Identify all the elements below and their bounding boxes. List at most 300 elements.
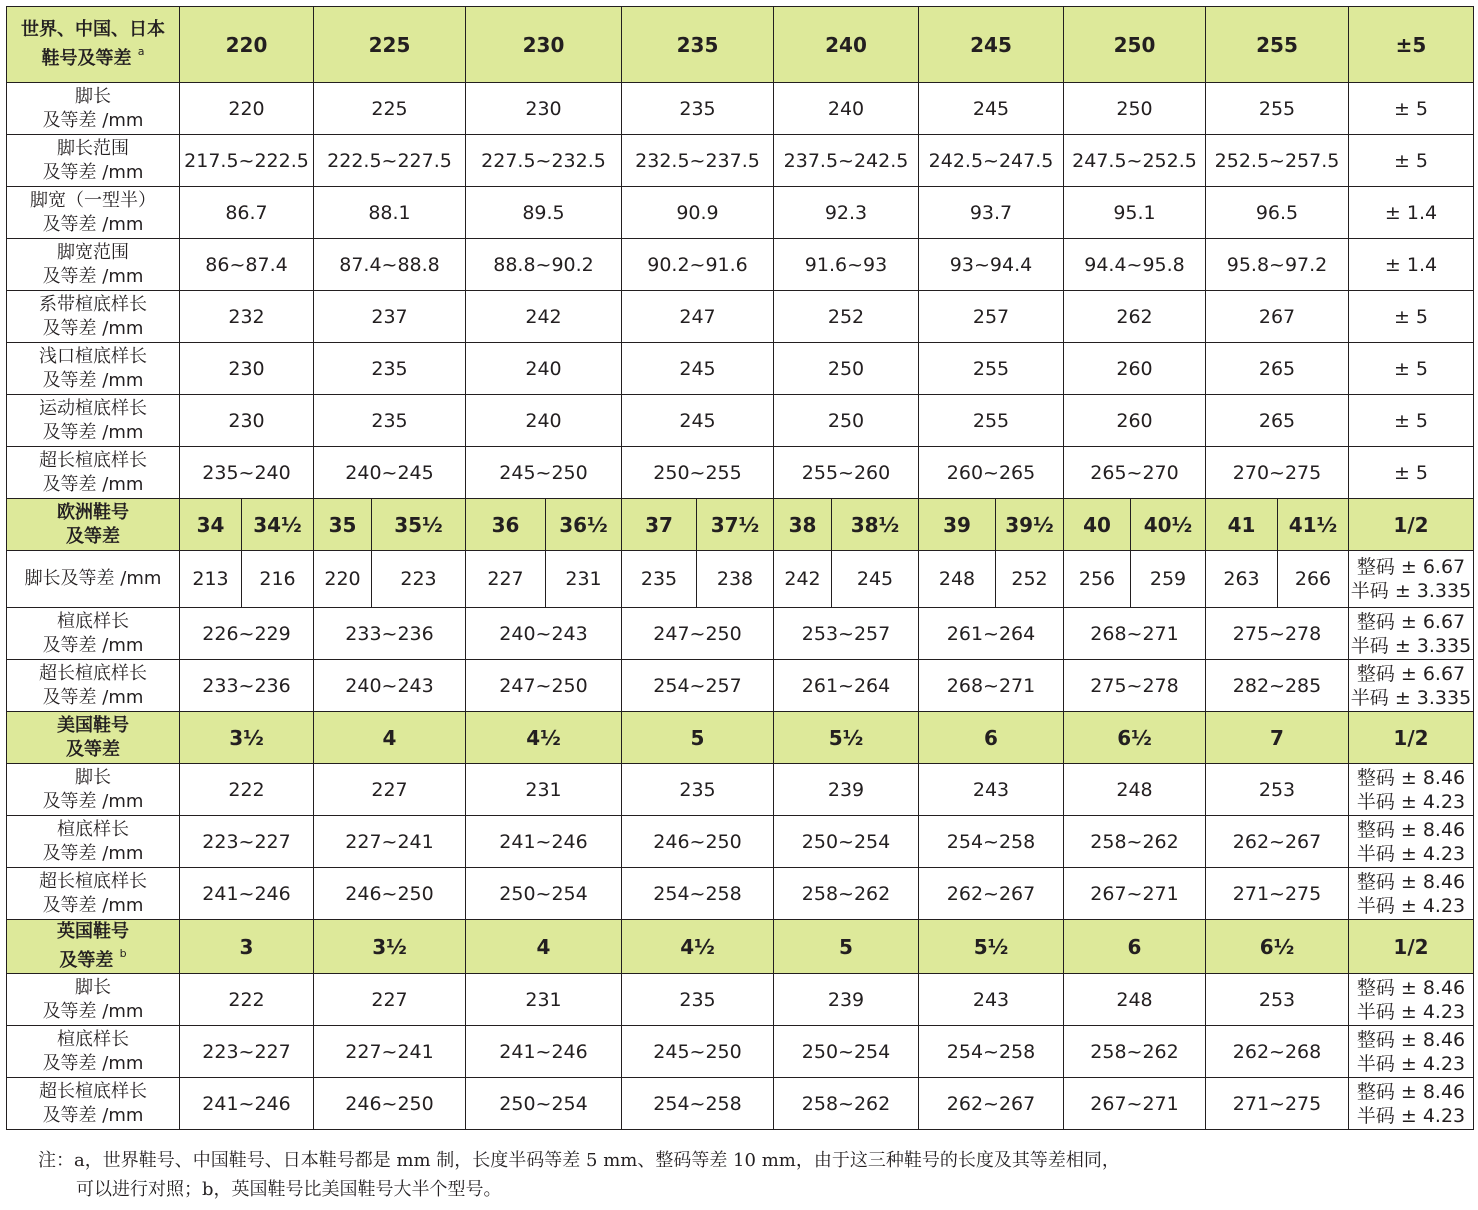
value-cell: 247~250 [622, 608, 774, 660]
value-cell: 227~241 [314, 1026, 466, 1078]
value-cell: 253 [1206, 974, 1349, 1026]
value-cell: 92.3 [774, 187, 919, 239]
row-label [7, 447, 180, 499]
row-label-line: 脚长及等差 /mm [24, 568, 162, 589]
row-label-line: 及等差 /mm [42, 213, 144, 235]
tolerance-cell [1349, 868, 1474, 920]
row-label-line: 及等差 /mm [42, 317, 144, 339]
value-cell: 240 [774, 83, 919, 135]
row-label-line: 及等差 /mm [42, 842, 144, 864]
value-cell: 227~241 [314, 816, 466, 868]
value-cell: 239 [774, 974, 919, 1026]
row-label-line: 及等差 /mm [42, 1104, 144, 1126]
us-size-header-row-label-text: 及等差 [66, 738, 120, 760]
value-cell: 89.5 [466, 187, 622, 239]
eu-size-row [7, 608, 1474, 660]
value-cell: 223 [372, 551, 466, 608]
value-cell: 258~262 [774, 1078, 919, 1130]
row-label-line: 运动楦底样长 [39, 397, 147, 419]
tolerance-cell-line: 整码 ± 8.46 [1356, 976, 1466, 999]
size-header-cell: 38 [774, 499, 832, 551]
value-cell: 232.5~237.5 [622, 135, 774, 187]
value-cell: 223~227 [180, 816, 314, 868]
value-cell: 260~265 [919, 447, 1064, 499]
value-cell: 94.4~95.8 [1064, 239, 1206, 291]
row-label-line: 脚长 [75, 85, 111, 107]
value-cell: 88.1 [314, 187, 466, 239]
us-size-header-row-label-line: 美国鞋号 [57, 714, 129, 736]
value-cell: 241~246 [466, 816, 622, 868]
size-header-cell: 6 [1064, 920, 1206, 974]
world-size-header-row [7, 7, 1474, 83]
value-cell: 220 [314, 551, 372, 608]
tolerance-cell [1349, 551, 1474, 608]
value-cell: 245 [919, 83, 1064, 135]
value-cell: 93~94.4 [919, 239, 1064, 291]
footnote-line-2: 可以进行对照；b，英国鞋号比美国鞋号大半个型号。 [76, 1179, 502, 1200]
size-header-cell: 37½ [697, 499, 774, 551]
value-cell: 250~255 [622, 447, 774, 499]
us-size-header-row-label-line [7, 738, 179, 762]
tolerance-cell-line: 半码 ± 4.23 [1356, 842, 1466, 865]
footnote [38, 1146, 1458, 1204]
row-label-line: 及等差 /mm [42, 109, 144, 131]
size-header-cell: 37 [622, 499, 697, 551]
value-cell: 247.5~252.5 [1064, 135, 1206, 187]
row-label-line: 楦底样长 [57, 818, 129, 840]
value-cell: 233~236 [314, 608, 466, 660]
value-cell: 253 [1206, 764, 1349, 816]
value-cell: 87.4~88.8 [314, 239, 466, 291]
row-label-line: 脚长范围 [57, 137, 129, 159]
value-cell: 86.7 [180, 187, 314, 239]
row-label-line: 楦底样长 [57, 1028, 129, 1050]
row-label [7, 83, 180, 135]
tolerance-cell-line: 半码 ± 4.23 [1356, 1000, 1466, 1023]
row-label-line: 超长楦底样长 [39, 870, 147, 892]
value-cell: 240~243 [314, 660, 466, 712]
value-cell: 248 [1064, 974, 1206, 1026]
eu-size-row [7, 551, 1474, 608]
value-cell: 271~275 [1206, 868, 1349, 920]
value-cell: 235 [622, 551, 697, 608]
size-header-cell: 255 [1206, 7, 1349, 83]
us-size-header-row-label [7, 712, 180, 764]
size-header-cell: 5 [774, 920, 919, 974]
value-cell: 241~246 [180, 1078, 314, 1130]
tolerance-cell-line: ± 5 [1393, 357, 1429, 380]
tolerance-cell-line: 半码 ± 4.23 [1356, 1052, 1466, 1075]
value-cell: 255~260 [774, 447, 919, 499]
size-header-cell: 39½ [996, 499, 1064, 551]
value-cell: 246~250 [314, 868, 466, 920]
value-cell: 246~250 [622, 816, 774, 868]
size-header-cell: 6 [919, 712, 1064, 764]
value-cell: 265~270 [1064, 447, 1206, 499]
tolerance-cell-line: 整码 ± 6.67 [1356, 662, 1466, 685]
tolerance-cell-line: 半码 ± 4.23 [1356, 1104, 1466, 1127]
size-header-cell: 36½ [546, 499, 622, 551]
size-header-cell: 5½ [919, 920, 1064, 974]
value-cell: 258~262 [774, 868, 919, 920]
value-cell: 259 [1131, 551, 1206, 608]
value-cell: 90.2~91.6 [622, 239, 774, 291]
value-cell: 226~229 [180, 608, 314, 660]
tolerance-cell [1349, 1078, 1474, 1130]
row-label-line: 脚宽范围 [57, 241, 129, 263]
value-cell: 222.5~227.5 [314, 135, 466, 187]
row-label [7, 135, 180, 187]
row-label-line: 超长楦底样长 [39, 1080, 147, 1102]
value-cell: 231 [546, 551, 622, 608]
row-label-line: 及等差 /mm [42, 369, 144, 391]
eu-size-header-row-label-text: 及等差 [66, 525, 120, 547]
tolerance-cell-line: 半码 ± 4.23 [1356, 894, 1466, 917]
value-cell: 261~264 [919, 608, 1064, 660]
tolerance-cell [1349, 83, 1474, 135]
world-size-row [7, 135, 1474, 187]
value-cell: 220 [180, 83, 314, 135]
value-cell: 242.5~247.5 [919, 135, 1064, 187]
tolerance-cell [1349, 447, 1474, 499]
row-label-line: 超长楦底样长 [39, 662, 147, 684]
value-cell: 267 [1206, 291, 1349, 343]
row-label-line: 及等差 /mm [42, 473, 144, 495]
value-cell: 242 [774, 551, 832, 608]
value-cell: 275~278 [1206, 608, 1349, 660]
value-cell: 235 [622, 974, 774, 1026]
tolerance-cell-line: ± 1.4 [1384, 201, 1438, 224]
value-cell: 262~267 [919, 1078, 1064, 1130]
value-cell: 268~271 [919, 660, 1064, 712]
value-cell: 233~236 [180, 660, 314, 712]
value-cell: 235 [622, 83, 774, 135]
value-cell: 242 [466, 291, 622, 343]
value-cell: 252.5~257.5 [1206, 135, 1349, 187]
uk-size-header-row-label-line [7, 944, 179, 973]
value-cell: 254~258 [622, 1078, 774, 1130]
row-label-line: 及等差 /mm [42, 790, 144, 812]
value-cell: 239 [774, 764, 919, 816]
value-cell: 268~271 [1064, 608, 1206, 660]
row-label-line: 及等差 /mm [42, 421, 144, 443]
value-cell: 262 [1064, 291, 1206, 343]
row-label [7, 343, 180, 395]
size-header-cell: 230 [466, 7, 622, 83]
value-cell: 227 [314, 974, 466, 1026]
value-cell: 250 [774, 395, 919, 447]
value-cell: 231 [466, 764, 622, 816]
row-label [7, 551, 180, 608]
size-header-cell: 34½ [242, 499, 314, 551]
tolerance-cell-line: ± 1.4 [1384, 253, 1438, 276]
world-size-row [7, 395, 1474, 447]
tolerance-cell-line: ± 5 [1393, 461, 1429, 484]
world-size-row [7, 447, 1474, 499]
value-cell: 222 [180, 974, 314, 1026]
size-header-cell: 3 [180, 920, 314, 974]
value-cell: 245~250 [466, 447, 622, 499]
value-cell: 95.1 [1064, 187, 1206, 239]
value-cell: 216 [242, 551, 314, 608]
row-label [7, 974, 180, 1026]
row-label [7, 239, 180, 291]
value-cell: 267~271 [1064, 1078, 1206, 1130]
eu-size-header-row [7, 499, 1474, 551]
world-size-header-row-label-line: 世界、中国、日本 [21, 19, 165, 40]
tolerance-cell-line: 半码 ± 3.335 [1350, 634, 1472, 657]
tolerance-cell-line: 整码 ± 8.46 [1356, 766, 1466, 789]
value-cell: 265 [1206, 395, 1349, 447]
tolerance-cell [1349, 291, 1474, 343]
row-label-line: 及等差 /mm [42, 634, 144, 656]
tolerance-cell [1349, 974, 1474, 1026]
size-header-cell: 39 [919, 499, 996, 551]
value-cell: 213 [180, 551, 242, 608]
value-cell: 86~87.4 [180, 239, 314, 291]
row-label [7, 660, 180, 712]
value-cell: 253~257 [774, 608, 919, 660]
footnote-marker: b [119, 947, 127, 960]
value-cell: 243 [919, 764, 1064, 816]
us-size-row [7, 764, 1474, 816]
world-size-header-row-label-line [7, 42, 179, 71]
tolerance-cell-line: ± 5 [1393, 305, 1429, 328]
value-cell: 227 [314, 764, 466, 816]
value-cell: 240 [466, 343, 622, 395]
us-size-row [7, 816, 1474, 868]
value-cell: 91.6~93 [774, 239, 919, 291]
tolerance-cell-line: 半码 ± 3.335 [1350, 580, 1472, 602]
eu-size-header-row-label [7, 499, 180, 551]
value-cell: 88.8~90.2 [466, 239, 622, 291]
value-cell: 247~250 [466, 660, 622, 712]
size-header-cell: 35½ [372, 499, 466, 551]
tolerance-cell [1349, 608, 1474, 660]
footnote-line-1: 注：a，世界鞋号、中国鞋号、日本鞋号都是 mm 制，长度半码等差 5 mm、整码等差 10 mm，由于这三种鞋号的长度及其等差相同， [38, 1150, 1120, 1171]
value-cell: 230 [180, 343, 314, 395]
value-cell: 254~257 [622, 660, 774, 712]
value-cell: 235 [314, 395, 466, 447]
value-cell: 265 [1206, 343, 1349, 395]
tolerance-cell [1349, 395, 1474, 447]
tolerance-cell [1349, 816, 1474, 868]
value-cell: 250 [1064, 83, 1206, 135]
value-cell: 243 [919, 974, 1064, 1026]
value-cell: 235 [314, 343, 466, 395]
value-cell: 250~254 [774, 1026, 919, 1078]
value-cell: 252 [996, 551, 1064, 608]
value-cell: 225 [314, 83, 466, 135]
value-cell: 267~271 [1064, 868, 1206, 920]
uk-size-row [7, 1026, 1474, 1078]
value-cell: 240~245 [314, 447, 466, 499]
row-label-line: 及等差 /mm [42, 894, 144, 916]
value-cell: 254~258 [919, 816, 1064, 868]
size-header-cell: 6½ [1206, 920, 1349, 974]
tolerance-header-cell: 1/2 [1349, 920, 1474, 974]
value-cell: 263 [1206, 551, 1278, 608]
row-label-line: 及等差 /mm [42, 1000, 144, 1022]
tolerance-header-cell: ±5 [1349, 7, 1474, 83]
size-header-cell: 250 [1064, 7, 1206, 83]
size-header-cell: 5½ [774, 712, 919, 764]
size-header-cell: 41½ [1278, 499, 1349, 551]
tolerance-cell-line: 半码 ± 3.335 [1350, 686, 1472, 709]
tolerance-cell-line: 整码 ± 8.46 [1356, 870, 1466, 893]
value-cell: 271~275 [1206, 1078, 1349, 1130]
value-cell: 258~262 [1064, 816, 1206, 868]
value-cell: 231 [466, 974, 622, 1026]
tolerance-cell-line: ± 5 [1393, 409, 1429, 432]
tolerance-header-cell: 1/2 [1349, 712, 1474, 764]
size-header-cell: 5 [622, 712, 774, 764]
value-cell: 222 [180, 764, 314, 816]
uk-size-header-row-label-line: 英国鞋号 [57, 921, 129, 942]
size-header-cell: 235 [622, 7, 774, 83]
value-cell: 245 [622, 395, 774, 447]
size-header-cell: 34 [180, 499, 242, 551]
value-cell: 237.5~242.5 [774, 135, 919, 187]
tolerance-cell [1349, 343, 1474, 395]
tolerance-cell [1349, 660, 1474, 712]
size-header-cell: 6½ [1064, 712, 1206, 764]
size-header-cell: 40 [1064, 499, 1131, 551]
value-cell: 261~264 [774, 660, 919, 712]
uk-size-row [7, 1078, 1474, 1130]
world-size-row [7, 343, 1474, 395]
value-cell: 256 [1064, 551, 1131, 608]
world-size-row [7, 83, 1474, 135]
value-cell: 241~246 [180, 868, 314, 920]
size-header-cell: 7 [1206, 712, 1349, 764]
value-cell: 246~250 [314, 1078, 466, 1130]
size-header-cell: 35 [314, 499, 372, 551]
value-cell: 255 [919, 343, 1064, 395]
row-label [7, 291, 180, 343]
us-size-row [7, 868, 1474, 920]
value-cell: 275~278 [1064, 660, 1206, 712]
value-cell: 258~262 [1064, 1026, 1206, 1078]
value-cell: 96.5 [1206, 187, 1349, 239]
world-size-row [7, 239, 1474, 291]
tolerance-cell [1349, 1026, 1474, 1078]
value-cell: 227.5~232.5 [466, 135, 622, 187]
row-label-line: 楦底样长 [57, 610, 129, 632]
row-label-line: 浅口楦底样长 [39, 345, 147, 367]
size-header-cell: 4 [314, 712, 466, 764]
value-cell: 232 [180, 291, 314, 343]
value-cell: 262~268 [1206, 1026, 1349, 1078]
size-header-cell: 4½ [622, 920, 774, 974]
uk-size-header-row-label [7, 920, 180, 974]
value-cell: 217.5~222.5 [180, 135, 314, 187]
row-label-line: 及等差 /mm [42, 1052, 144, 1074]
tolerance-cell-line: 整码 ± 8.46 [1356, 818, 1466, 841]
tolerance-cell [1349, 239, 1474, 291]
value-cell: 254~258 [622, 868, 774, 920]
value-cell: 227 [466, 551, 546, 608]
us-size-header-row [7, 712, 1474, 764]
value-cell: 262~267 [1206, 816, 1349, 868]
size-header-cell: 40½ [1131, 499, 1206, 551]
value-cell: 93.7 [919, 187, 1064, 239]
tolerance-cell [1349, 764, 1474, 816]
value-cell: 254~258 [919, 1026, 1064, 1078]
value-cell: 260 [1064, 343, 1206, 395]
row-label [7, 1078, 180, 1130]
uk-size-header-row-label-text: 及等差 [59, 950, 114, 971]
row-label [7, 764, 180, 816]
size-header-cell: 3½ [180, 712, 314, 764]
value-cell: 266 [1278, 551, 1349, 608]
value-cell: 260 [1064, 395, 1206, 447]
value-cell: 230 [180, 395, 314, 447]
value-cell: 250~254 [466, 1078, 622, 1130]
eu-size-row [7, 660, 1474, 712]
tolerance-cell-line: 整码 ± 8.46 [1356, 1080, 1466, 1103]
size-header-cell: 220 [180, 7, 314, 83]
value-cell: 240~243 [466, 608, 622, 660]
value-cell: 235~240 [180, 447, 314, 499]
value-cell: 252 [774, 291, 919, 343]
row-label [7, 816, 180, 868]
value-cell: 282~285 [1206, 660, 1349, 712]
value-cell: 223~227 [180, 1026, 314, 1078]
uk-size-row [7, 974, 1474, 1026]
size-header-cell: 4½ [466, 712, 622, 764]
value-cell: 240 [466, 395, 622, 447]
value-cell: 270~275 [1206, 447, 1349, 499]
eu-size-header-row-label-line [7, 525, 179, 549]
row-label-line: 超长楦底样长 [39, 449, 147, 471]
size-header-cell: 41 [1206, 499, 1278, 551]
value-cell: 90.9 [622, 187, 774, 239]
size-header-cell: 240 [774, 7, 919, 83]
uk-size-header-row [7, 920, 1474, 974]
value-cell: 235 [622, 764, 774, 816]
value-cell: 247 [622, 291, 774, 343]
row-label-line: 脚长 [75, 976, 111, 998]
value-cell: 95.8~97.2 [1206, 239, 1349, 291]
value-cell: 250~254 [466, 868, 622, 920]
size-header-cell: 38½ [832, 499, 919, 551]
size-header-cell: 245 [919, 7, 1064, 83]
value-cell: 230 [466, 83, 622, 135]
tolerance-cell-line: ± 5 [1393, 97, 1429, 120]
row-label-line: 及等差 /mm [42, 686, 144, 708]
value-cell: 250~254 [774, 816, 919, 868]
tolerance-cell-line: 整码 ± 8.46 [1356, 1028, 1466, 1051]
value-cell: 238 [697, 551, 774, 608]
world-size-row [7, 187, 1474, 239]
value-cell: 245 [622, 343, 774, 395]
row-label [7, 608, 180, 660]
value-cell: 248 [919, 551, 996, 608]
size-header-cell: 36 [466, 499, 546, 551]
world-size-header-row-label [7, 7, 180, 83]
row-label [7, 187, 180, 239]
tolerance-cell-line: 整码 ± 6.67 [1356, 556, 1466, 578]
tolerance-cell [1349, 135, 1474, 187]
value-cell: 245 [832, 551, 919, 608]
row-label [7, 1026, 180, 1078]
row-label [7, 868, 180, 920]
value-cell: 255 [1206, 83, 1349, 135]
row-label-line: 脚宽（一型半） [30, 189, 156, 211]
tolerance-cell [1349, 187, 1474, 239]
tolerance-cell-line: 半码 ± 4.23 [1356, 790, 1466, 813]
